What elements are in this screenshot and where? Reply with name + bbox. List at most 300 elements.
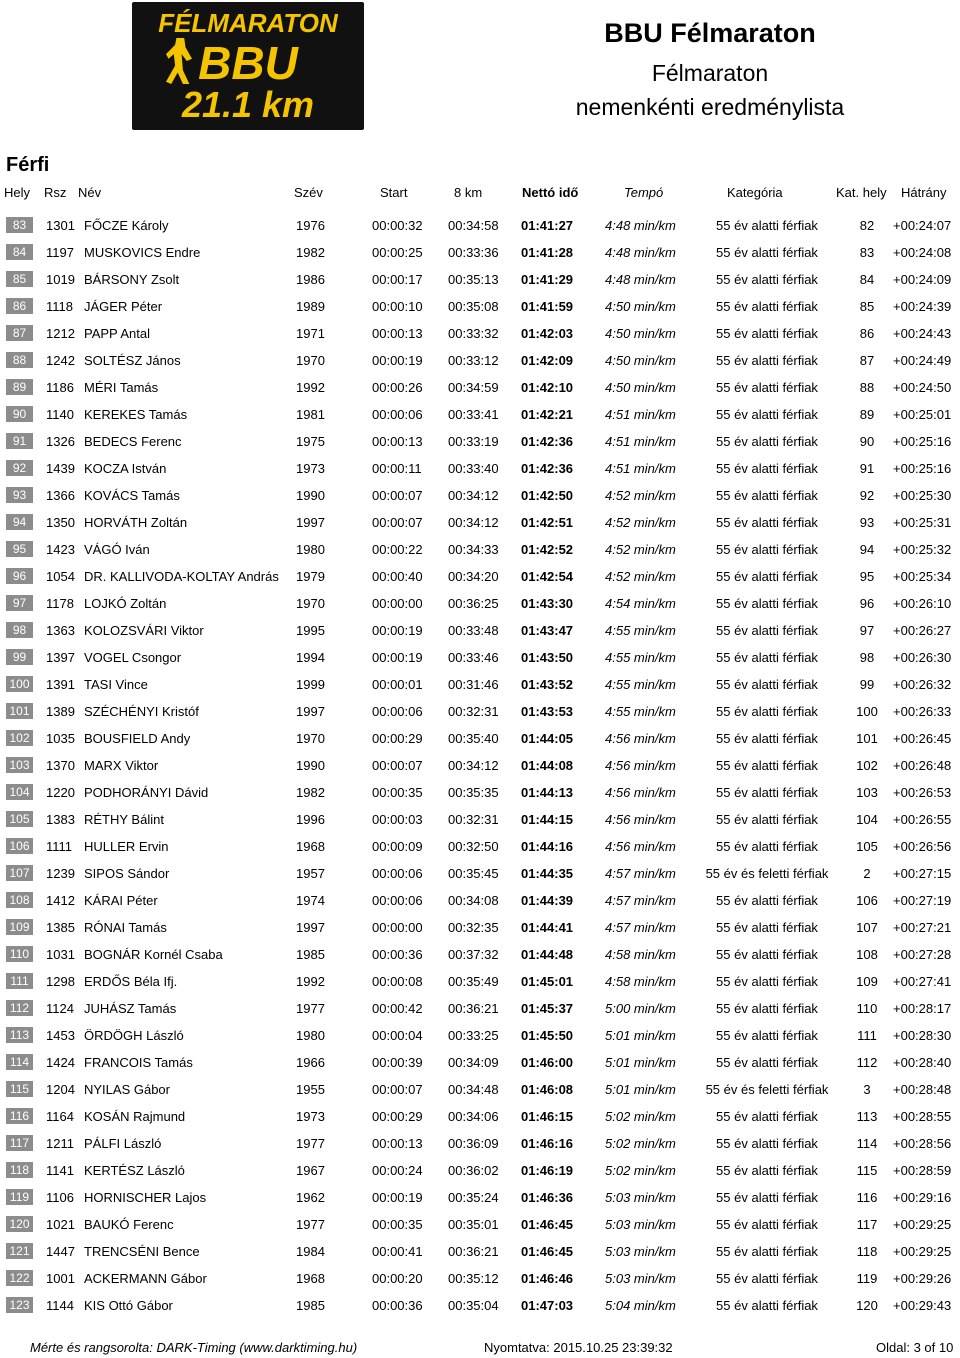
page-title: BBU Félmaraton	[604, 18, 816, 48]
cell-kat: 55 év alatti férfiak	[716, 434, 818, 449]
cell-kat: 55 év alatti férfiak	[716, 1136, 818, 1151]
cell-start: 00:00:13	[372, 434, 423, 449]
cell-tempo: 5:03 min/km	[605, 1271, 676, 1286]
cell-rsz: 1423	[46, 542, 75, 557]
cell-km8: 00:33:12	[448, 353, 499, 368]
cell-kat: 55 év alatti férfiak	[716, 542, 818, 557]
cell-netto: 01:43:30	[521, 596, 574, 611]
cell-szev: 1977	[296, 1217, 325, 1232]
cell-rsz: 1439	[46, 461, 75, 476]
col-kategoria: Kategória	[727, 185, 783, 200]
cell-rsz: 1363	[46, 623, 75, 638]
cell-rsz: 1397	[46, 650, 75, 665]
cell-szev: 1985	[296, 947, 325, 962]
cell-hatrany: +00:28:55	[893, 1109, 952, 1124]
cell-hely: 91	[6, 433, 33, 449]
cell-netto: 01:42:36	[521, 461, 574, 476]
cell-km8: 00:34:20	[448, 569, 499, 584]
table-row	[0, 563, 960, 590]
cell-start: 00:00:07	[372, 488, 423, 503]
cell-tempo: 5:02 min/km	[605, 1136, 676, 1151]
cell-start: 00:00:19	[372, 353, 423, 368]
cell-start: 00:00:24	[372, 1163, 423, 1178]
cell-tempo: 5:04 min/km	[605, 1298, 676, 1313]
cell-netto: 01:44:05	[521, 731, 574, 746]
cell-nev: RÉTHY Bálint	[84, 812, 164, 827]
cell-rsz: 1164	[46, 1109, 74, 1124]
footer-printed: Nyomtatva: 2015.10.25 23:39:32	[484, 1340, 673, 1355]
cell-kat: 55 év alatti férfiak	[716, 677, 818, 692]
cell-hely: 116	[6, 1108, 33, 1124]
cell-szev: 1979	[296, 569, 325, 584]
cell-tempo: 4:56 min/km	[605, 785, 676, 800]
results-table	[0, 212, 960, 1319]
cell-szev: 1971	[296, 326, 325, 341]
cell-nev: PÁLFI László	[84, 1136, 162, 1151]
cell-start: 00:00:32	[372, 218, 423, 233]
cell-kathely: 88	[859, 380, 875, 395]
table-row	[0, 401, 960, 428]
cell-kathely: 97	[859, 623, 875, 638]
cell-netto: 01:42:51	[521, 515, 574, 530]
cell-start: 00:00:08	[372, 974, 423, 989]
cell-km8: 00:35:40	[448, 731, 499, 746]
cell-hatrany: +00:26:32	[893, 677, 952, 692]
page-subtitle-2: nemenkénti eredménylista	[575, 94, 845, 120]
table-row	[0, 806, 960, 833]
cell-nev: VOGEL Csongor	[84, 650, 182, 665]
cell-kat: 55 év alatti férfiak	[716, 407, 818, 422]
cell-kat: 55 év alatti férfiak	[716, 920, 818, 935]
cell-hely: 94	[6, 514, 33, 530]
cell-hatrany: +00:27:41	[893, 974, 952, 989]
cell-hely: 98	[6, 622, 33, 638]
cell-km8: 00:33:46	[448, 650, 499, 665]
cell-netto: 01:46:19	[521, 1163, 574, 1178]
table-row	[0, 725, 960, 752]
cell-hely: 83	[6, 217, 33, 233]
cell-km8: 00:36:09	[448, 1136, 499, 1151]
table-row	[0, 1130, 960, 1157]
table-row	[0, 914, 960, 941]
cell-hatrany: +00:26:56	[893, 839, 952, 854]
cell-kat: 55 év alatti férfiak	[716, 218, 818, 233]
cell-rsz: 1366	[46, 488, 75, 503]
cell-km8: 00:35:35	[448, 785, 499, 800]
cell-kat: 55 év alatti férfiak	[716, 623, 818, 638]
cell-kathely: 90	[859, 434, 875, 449]
cell-rsz: 1106	[46, 1190, 74, 1205]
cell-tempo: 5:03 min/km	[605, 1190, 676, 1205]
cell-tempo: 4:54 min/km	[605, 596, 676, 611]
cell-rsz: 1021	[46, 1217, 75, 1232]
cell-szev: 1986	[296, 272, 325, 287]
cell-kathely: 101	[856, 731, 878, 746]
cell-hely: 114	[6, 1054, 33, 1070]
cell-tempo: 4:55 min/km	[605, 623, 676, 638]
cell-nev: JUHÁSZ Tamás	[84, 1001, 177, 1016]
cell-kathely: 117	[856, 1217, 878, 1232]
table-row	[0, 1292, 960, 1319]
cell-km8: 00:36:21	[448, 1001, 499, 1016]
cell-km8: 00:36:21	[448, 1244, 499, 1259]
table-row	[0, 536, 960, 563]
cell-hatrany: +00:24:07	[893, 218, 952, 233]
cell-nev: HULLER Ervin	[84, 839, 169, 854]
table-row	[0, 590, 960, 617]
cell-tempo: 4:51 min/km	[605, 434, 676, 449]
cell-kathely: 99	[859, 677, 875, 692]
cell-kat: 55 év alatti férfiak	[716, 1163, 818, 1178]
cell-nev: ÖRDÖGH László	[84, 1028, 184, 1043]
cell-hely: 88	[6, 352, 33, 368]
cell-start: 00:00:20	[372, 1271, 423, 1286]
cell-tempo: 4:55 min/km	[605, 677, 676, 692]
cell-km8: 00:35:49	[448, 974, 499, 989]
cell-netto: 01:47:03	[521, 1298, 574, 1313]
cell-nev: LOJKÓ Zoltán	[84, 596, 167, 611]
cell-hatrany: +00:24:08	[893, 245, 952, 260]
cell-kathely: 82	[859, 218, 875, 233]
table-row	[0, 482, 960, 509]
cell-tempo: 4:58 min/km	[605, 947, 676, 962]
cell-nev: MUSKOVICS Endre	[84, 245, 201, 260]
cell-km8: 00:33:19	[448, 434, 499, 449]
table-row	[0, 320, 960, 347]
cell-rsz: 1239	[46, 866, 75, 881]
cell-netto: 01:42:10	[521, 380, 574, 395]
cell-start: 00:00:07	[372, 758, 423, 773]
cell-nev: BOGNÁR Kornél Csaba	[84, 947, 223, 962]
footer-measured: Mérte és rangsorolta: DARK-Timing (www.darktiming.hu)	[30, 1340, 358, 1355]
cell-szev: 1977	[296, 1001, 325, 1016]
cell-tempo: 4:50 min/km	[605, 380, 676, 395]
table-row	[0, 887, 960, 914]
cell-rsz: 1242	[46, 353, 75, 368]
cell-hatrany: +00:26:55	[893, 812, 952, 827]
cell-netto: 01:42:54	[521, 569, 574, 584]
table-row	[0, 293, 960, 320]
cell-hatrany: +00:26:45	[893, 731, 952, 746]
cell-kathely: 103	[856, 785, 878, 800]
cell-hely: 109	[6, 919, 33, 935]
cell-szev: 1992	[296, 380, 325, 395]
col-tempo: Tempó	[624, 185, 664, 200]
cell-start: 00:00:41	[372, 1244, 423, 1259]
cell-hatrany: +00:27:15	[893, 866, 952, 881]
cell-szev: 1966	[296, 1055, 325, 1070]
cell-kathely: 3	[863, 1082, 871, 1097]
cell-hely: 103	[6, 757, 33, 773]
cell-start: 00:00:13	[372, 326, 423, 341]
cell-kat: 55 év alatti férfiak	[716, 353, 818, 368]
cell-start: 00:00:17	[372, 272, 423, 287]
cell-start: 00:00:00	[372, 920, 423, 935]
cell-start: 00:00:42	[372, 1001, 423, 1016]
cell-hely: 105	[6, 811, 33, 827]
cell-netto: 01:41:59	[521, 299, 574, 314]
cell-kathely: 119	[856, 1271, 878, 1286]
cell-nev: KEREKES Tamás	[84, 407, 188, 422]
cell-kat: 55 év alatti férfiak	[716, 650, 818, 665]
cell-kathely: 106	[856, 893, 878, 908]
cell-km8: 00:34:59	[448, 380, 499, 395]
cell-kat: 55 év alatti férfiak	[716, 1028, 818, 1043]
table-row	[0, 671, 960, 698]
cell-netto: 01:42:09	[521, 353, 574, 368]
cell-kat: 55 év alatti férfiak	[716, 515, 818, 530]
cell-nev: BOUSFIELD Andy	[84, 731, 191, 746]
cell-kathely: 93	[859, 515, 875, 530]
cell-hely: 119	[6, 1189, 33, 1205]
cell-hely: 93	[6, 487, 33, 503]
cell-netto: 01:42:36	[521, 434, 574, 449]
cell-nev: HORNISCHER Lajos	[84, 1190, 207, 1205]
cell-tempo: 4:52 min/km	[605, 542, 676, 557]
cell-nev: RÓNAI Tamás	[84, 920, 167, 935]
cell-hatrany: +00:25:16	[893, 461, 952, 476]
cell-hely: 89	[6, 379, 33, 395]
cell-hely: 99	[6, 649, 33, 665]
cell-start: 00:00:19	[372, 1190, 423, 1205]
cell-hatrany: +00:26:27	[893, 623, 952, 638]
cell-tempo: 5:02 min/km	[605, 1163, 676, 1178]
cell-start: 00:00:29	[372, 731, 423, 746]
cell-km8: 00:34:33	[448, 542, 499, 557]
cell-rsz: 1118	[46, 299, 73, 314]
cell-kat: 55 év alatti férfiak	[716, 272, 818, 287]
cell-kathely: 104	[856, 812, 878, 827]
cell-netto: 01:44:48	[521, 947, 574, 962]
cell-rsz: 1178	[46, 596, 74, 611]
cell-rsz: 1301	[46, 218, 75, 233]
cell-hely: 106	[6, 838, 33, 854]
cell-rsz: 1424	[46, 1055, 75, 1070]
cell-hely: 87	[6, 325, 33, 341]
cell-nev: SZÉCHÉNYI Kristóf	[84, 704, 199, 719]
cell-start: 00:00:35	[372, 1217, 423, 1232]
cell-netto: 01:41:29	[521, 272, 574, 287]
cell-kat: 55 év alatti férfiak	[716, 839, 818, 854]
cell-km8: 00:32:31	[448, 704, 499, 719]
cell-szev: 1973	[296, 1109, 325, 1124]
cell-hely: 102	[6, 730, 33, 746]
cell-kat: 55 év és feletti férfiak	[705, 1082, 829, 1097]
cell-szev: 1970	[296, 731, 325, 746]
cell-km8: 00:34:12	[448, 515, 499, 530]
cell-start: 00:00:03	[372, 812, 423, 827]
cell-hatrany: +00:29:43	[893, 1298, 952, 1313]
cell-szev: 1989	[296, 299, 325, 314]
cell-km8: 00:34:48	[448, 1082, 499, 1097]
cell-km8: 00:35:12	[448, 1271, 499, 1286]
cell-szev: 1992	[296, 974, 325, 989]
cell-nev: VÁGÓ Iván	[84, 542, 150, 557]
cell-nev: KOVÁCS Tamás	[84, 488, 180, 503]
cell-km8: 00:33:32	[448, 326, 499, 341]
cell-km8: 00:32:50	[448, 839, 499, 854]
cell-km8: 00:37:32	[448, 947, 499, 962]
cell-kathely: 91	[859, 461, 875, 476]
cell-hely: 122	[6, 1270, 33, 1286]
cell-kat: 55 év alatti férfiak	[716, 1244, 818, 1259]
cell-tempo: 4:50 min/km	[605, 299, 676, 314]
cell-rsz: 1298	[46, 974, 75, 989]
cell-kathely: 115	[856, 1163, 878, 1178]
cell-km8: 00:33:40	[448, 461, 499, 476]
cell-hatrany: +00:24:49	[893, 353, 952, 368]
cell-netto: 01:44:15	[521, 812, 574, 827]
cell-start: 00:00:19	[372, 650, 423, 665]
cell-kat: 55 év alatti férfiak	[716, 1190, 818, 1205]
cell-szev: 1994	[296, 650, 325, 665]
table-row	[0, 968, 960, 995]
cell-netto: 01:43:52	[521, 677, 574, 692]
table-row	[0, 833, 960, 860]
cell-km8: 00:35:45	[448, 866, 499, 881]
cell-nev: KÁRAI Péter	[84, 893, 158, 908]
cell-szev: 1990	[296, 488, 325, 503]
cell-hatrany: +00:28:56	[893, 1136, 952, 1151]
cell-rsz: 1054	[46, 569, 75, 584]
col-szev: Szév	[294, 185, 323, 200]
cell-szev: 1962	[296, 1190, 325, 1205]
table-row	[0, 1103, 960, 1130]
col-kathely: Kat. hely	[836, 185, 887, 200]
table-row	[0, 698, 960, 725]
cell-szev: 1974	[296, 893, 325, 908]
cell-kathely: 113	[856, 1109, 878, 1124]
cell-netto: 01:42:50	[521, 488, 574, 503]
table-row	[0, 1076, 960, 1103]
cell-hely: 120	[6, 1216, 33, 1232]
cell-start: 00:00:04	[372, 1028, 423, 1043]
cell-nev: MÉRI Tamás	[84, 380, 159, 395]
cell-kathely: 94	[859, 542, 875, 557]
cell-km8: 00:34:58	[448, 218, 499, 233]
cell-km8: 00:34:08	[448, 893, 499, 908]
cell-rsz: 1391	[46, 677, 75, 692]
cell-km8: 00:33:36	[448, 245, 499, 260]
cell-szev: 1970	[296, 596, 325, 611]
table-row	[0, 266, 960, 293]
cell-hatrany: +00:28:17	[893, 1001, 952, 1016]
cell-start: 00:00:26	[372, 380, 423, 395]
table-row	[0, 455, 960, 482]
cell-hely: 95	[6, 541, 33, 557]
cell-nev: TASI Vince	[84, 677, 148, 692]
cell-nev: SIPOS Sándor	[84, 866, 170, 881]
cell-szev: 1997	[296, 920, 325, 935]
cell-tempo: 4:50 min/km	[605, 353, 676, 368]
cell-rsz: 1111	[46, 839, 73, 854]
table-row	[0, 374, 960, 401]
cell-km8: 00:33:25	[448, 1028, 499, 1043]
table-row	[0, 1022, 960, 1049]
cell-hatrany: +00:26:10	[893, 596, 952, 611]
cell-rsz: 1141	[46, 1163, 74, 1178]
table-row	[0, 428, 960, 455]
cell-netto: 01:46:45	[521, 1217, 574, 1232]
cell-hatrany: +00:24:50	[893, 380, 952, 395]
cell-km8: 00:33:48	[448, 623, 499, 638]
cell-tempo: 4:56 min/km	[605, 812, 676, 827]
table-row	[0, 941, 960, 968]
cell-tempo: 5:01 min/km	[605, 1082, 676, 1097]
cell-hely: 117	[6, 1135, 33, 1151]
cell-szev: 1995	[296, 623, 325, 638]
cell-netto: 01:44:35	[521, 866, 574, 881]
cell-km8: 00:34:12	[448, 758, 499, 773]
cell-hely: 113	[6, 1027, 33, 1043]
cell-szev: 1957	[296, 866, 325, 881]
cell-rsz: 1350	[46, 515, 75, 530]
cell-netto: 01:46:00	[521, 1055, 574, 1070]
cell-nev: ERDŐS Béla Ifj.	[84, 974, 178, 989]
table-row	[0, 1211, 960, 1238]
cell-tempo: 4:58 min/km	[605, 974, 676, 989]
cell-kat: 55 év alatti férfiak	[716, 731, 818, 746]
cell-hatrany: +00:26:33	[893, 704, 952, 719]
cell-szev: 1967	[296, 1163, 325, 1178]
cell-start: 00:00:22	[372, 542, 423, 557]
cell-tempo: 4:56 min/km	[605, 839, 676, 854]
cell-tempo: 4:48 min/km	[605, 272, 676, 287]
cell-rsz: 1019	[46, 272, 75, 287]
cell-km8: 00:36:25	[448, 596, 499, 611]
col-nev: Név	[78, 185, 102, 200]
cell-kat: 55 év alatti férfiak	[716, 1001, 818, 1016]
cell-km8: 00:32:31	[448, 812, 499, 827]
cell-start: 00:00:07	[372, 515, 423, 530]
cell-szev: 1981	[296, 407, 325, 422]
cell-nev: KOCZA István	[84, 461, 167, 476]
cell-netto: 01:43:50	[521, 650, 574, 665]
cell-nev: DR. KALLIVODA-KOLTAY András	[84, 569, 279, 584]
cell-hatrany: +00:25:01	[893, 407, 952, 422]
cell-kat: 55 év alatti férfiak	[716, 1271, 818, 1286]
cell-kat: 55 év alatti férfiak	[716, 245, 818, 260]
cell-tempo: 5:00 min/km	[605, 1001, 676, 1016]
cell-nev: PAPP Antal	[84, 326, 151, 341]
cell-tempo: 4:51 min/km	[605, 461, 676, 476]
cell-tempo: 4:57 min/km	[605, 866, 676, 881]
cell-kat: 55 év alatti férfiak	[716, 758, 818, 773]
cell-szev: 1997	[296, 704, 325, 719]
cell-tempo: 4:56 min/km	[605, 758, 676, 773]
cell-start: 00:00:01	[372, 677, 423, 692]
cell-kat: 55 év alatti férfiak	[716, 1109, 818, 1124]
cell-nev: JÁGER Péter	[84, 299, 163, 314]
cell-start: 00:00:09	[372, 839, 423, 854]
cell-hely: 121	[6, 1243, 33, 1259]
event-logo	[132, 2, 364, 130]
table-row	[0, 1238, 960, 1265]
cell-kathely: 98	[859, 650, 875, 665]
cell-kat: 55 év alatti férfiak	[716, 380, 818, 395]
cell-szev: 1996	[296, 812, 325, 827]
cell-start: 00:00:11	[372, 461, 422, 476]
cell-hatrany: +00:27:19	[893, 893, 952, 908]
table-row	[0, 239, 960, 266]
table-row	[0, 644, 960, 671]
cell-hely: 101	[6, 703, 33, 719]
cell-kathely: 114	[856, 1136, 878, 1151]
cell-hely: 97	[6, 595, 33, 611]
section-title: Férfi	[6, 154, 50, 176]
cell-hely: 107	[6, 865, 33, 881]
cell-tempo: 4:56 min/km	[605, 731, 676, 746]
